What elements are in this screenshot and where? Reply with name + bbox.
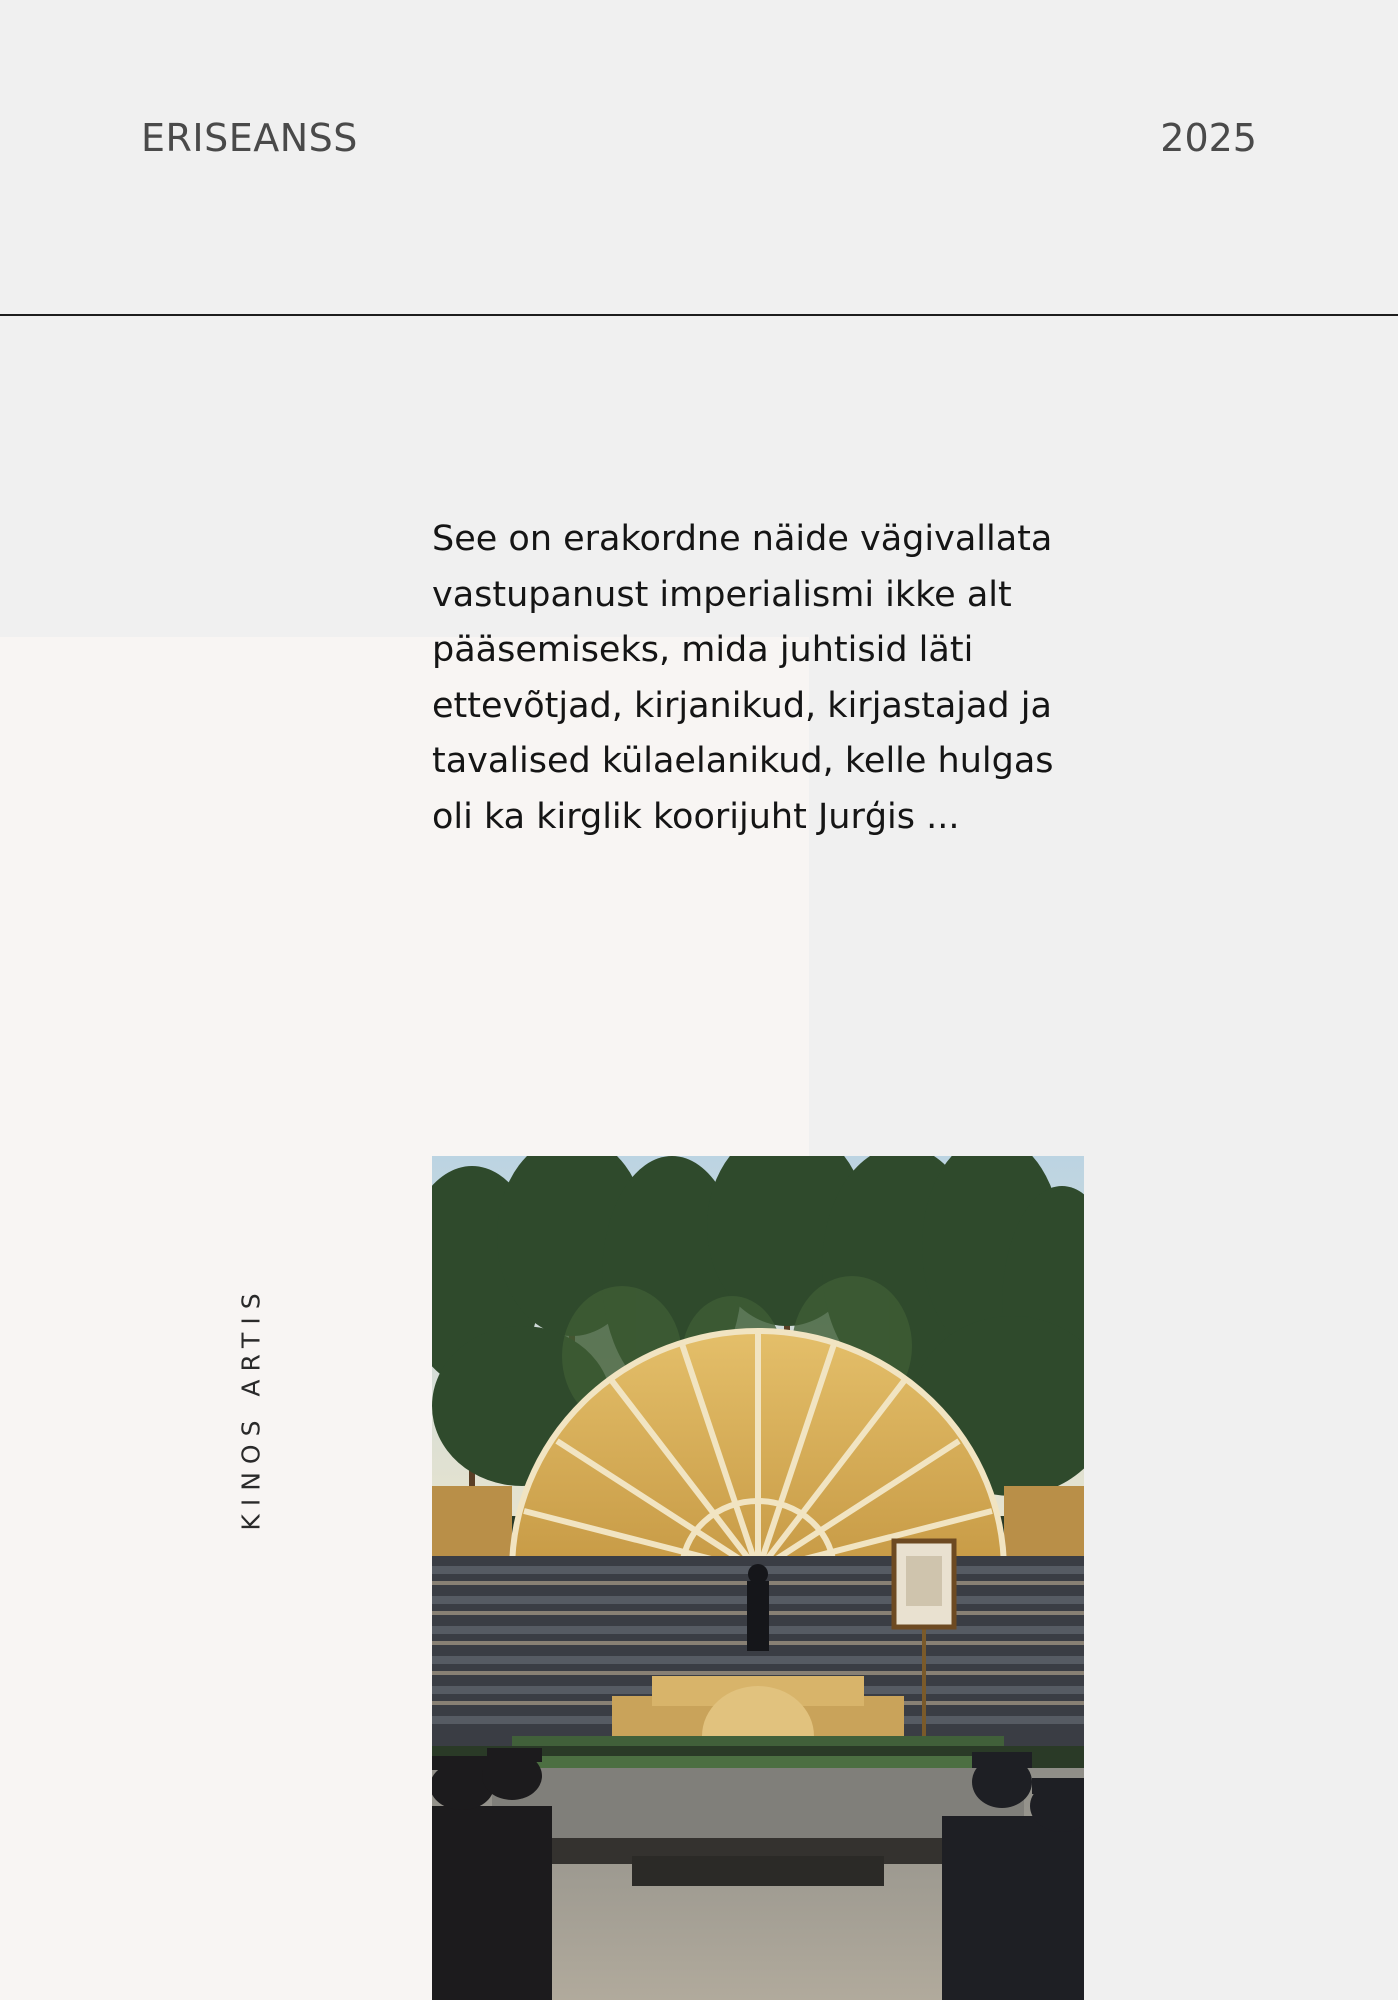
year-label: 2025 bbox=[1160, 116, 1257, 160]
brand-title[interactable]: ERISEANSS bbox=[141, 116, 358, 160]
cinema-label: KINOS ARTIS bbox=[236, 1285, 266, 1531]
page-header bbox=[0, 0, 1398, 316]
film-still-image bbox=[432, 1156, 1084, 2000]
film-still-choir-festival-icon bbox=[432, 1156, 1084, 2000]
intro-paragraph: See on erakordne näide vägivallata vastupanust imperialismi ikke alt pääsemiseks, mida juhtisid läti ettevõtjad, kirjanikud, kirjastajad ja tavalised külaelanikud, kelle hulgas oli ka kirglik koorijuht Jurģis ... bbox=[432, 519, 1054, 837]
